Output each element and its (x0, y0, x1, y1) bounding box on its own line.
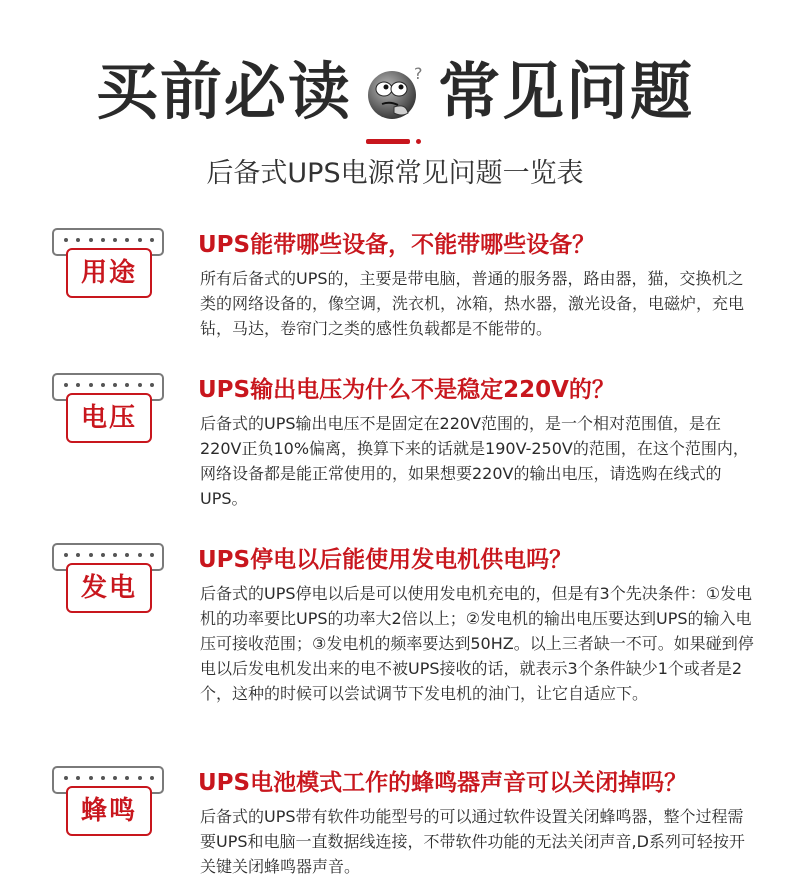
faq-question: UPS输出电压为什么不是稳定220V的？ (198, 377, 615, 403)
faq-answer: 所有后备式的UPS的，主要是带电脑，普通的服务器，路由器，猫，交换机之类的网络设备的，像空调，洗衣机，冰箱，热水器，激光设备，电磁炉，充电钻，马达，卷帘门之类的感性负载都是不能带的。 (200, 269, 745, 338)
svg-text:?: ? (414, 64, 423, 83)
faq-tag-badge (52, 373, 162, 453)
page-title-left: 买前必读 (95, 55, 352, 128)
tag-label: 蜂鸣 (66, 786, 152, 836)
tag-label: 电压 (66, 393, 152, 443)
faq-question: UPS停电以后能使用发电机供电吗？ (198, 547, 573, 573)
page-header (0, 0, 790, 200)
faq-answer: 后备式的UPS输出电压不是固定在220V范围的，是一个相对范围值，是在220V正负10%偏离，换算下来的话就是190V-250V的范围，在这个范围内，网络设备都是能正常使用的，如果想要220V的输出电压，请选购在线式的UPS。 (200, 414, 749, 508)
tag-label: 发电 (66, 563, 152, 613)
faq-tag-badge (52, 766, 162, 846)
faq-tag-badge (52, 228, 162, 308)
faq-question: UPS电池模式工作的蜂鸣器声音可以关闭掉吗？ (198, 770, 688, 796)
title-divider (366, 139, 426, 145)
page-subtitle: 后备式UPS电源常见问题一览表 (206, 158, 584, 189)
thinking-face-icon (362, 59, 428, 125)
faq-answer: 后备式的UPS停电以后是可以使用发电机充电的，但是有3个先决条件：①发电机的功率要比UPS的功率大2倍以上；②发电机的输出电压要达到UPS的输入电压可接收范围；③发电机的频率要达到50HZ。以上三者缺一不可。如果碰到停电以后发电机发出来的电不被UPS接收的话，就表示3个条件缺少1个或者是2个，这种的时候可以尝试调节下发电机的油门，让它自适应下。 (200, 584, 754, 703)
faq-tag-badge (52, 543, 162, 623)
faq-question: UPS能带哪些设备，不能带哪些设备？ (198, 232, 596, 258)
page-title (0, 52, 790, 132)
faq-answer: 后备式的UPS带有软件功能型号的可以通过软件设置关闭蜂鸣器，整个过程需要UPS和电脑一直数据线连接，不带软件功能的无法关闭声音,D系列可轻按开关键关闭蜂鸣器声音。 (200, 807, 745, 876)
tag-label: 用途 (66, 248, 152, 298)
page-title-right: 常见问题 (438, 55, 695, 128)
